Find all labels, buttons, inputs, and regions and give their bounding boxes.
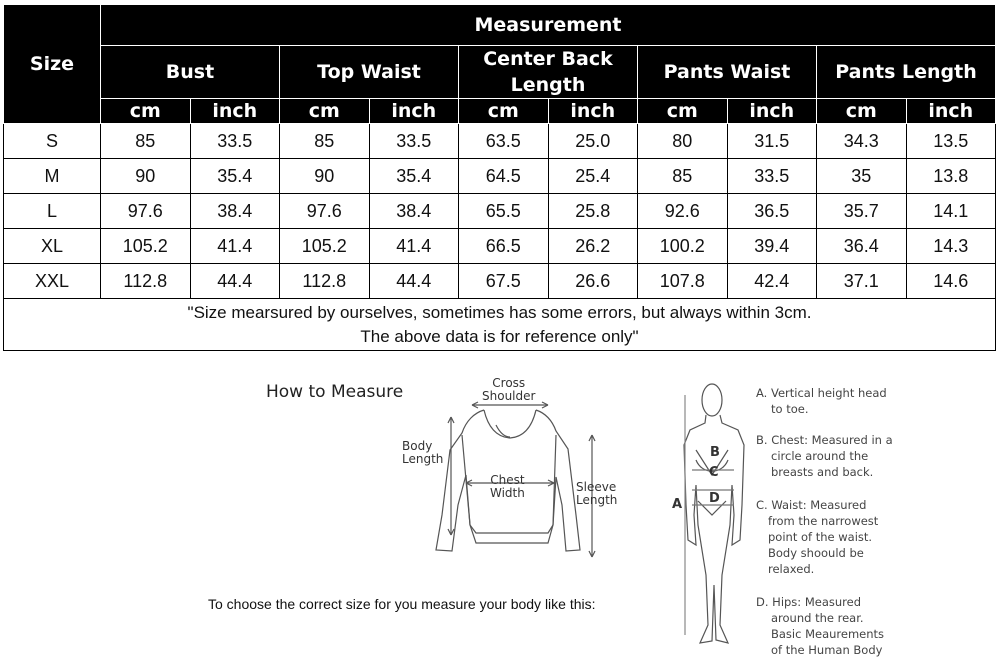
- measurement-cell: 35.7: [817, 194, 907, 229]
- unit-cm-header: cm: [459, 99, 549, 124]
- measurement-cell: 13.5: [906, 124, 996, 159]
- measurement-cell: 25.4: [548, 159, 638, 194]
- unit-inch-header: inch: [369, 99, 459, 124]
- measurement-cell: 41.4: [369, 229, 459, 264]
- unit-inch-header: inch: [190, 99, 280, 124]
- size-header: Size: [4, 5, 101, 124]
- note-line-1: "Size mearsured by ourselves, sometimes has some errors, but always within 3cm.: [187, 302, 812, 322]
- measurement-cell: 25.0: [548, 124, 638, 159]
- unit-cm-header: cm: [280, 99, 370, 124]
- measurement-cell: 13.8: [906, 159, 996, 194]
- measurement-cell: 25.8: [548, 194, 638, 229]
- measurement-cell: 36.5: [727, 194, 817, 229]
- measurement-cell: 35.4: [190, 159, 280, 194]
- measurement-cell: 38.4: [190, 194, 280, 229]
- measurement-cell: 85: [101, 124, 191, 159]
- note-b: B. Chest: Measured in a circle around the breasts and back.: [756, 433, 893, 479]
- measurement-cell: 33.5: [369, 124, 459, 159]
- measurement-cell: 67.5: [459, 264, 549, 299]
- measurement-cell: 105.2: [101, 229, 191, 264]
- measurement-cell: 97.6: [280, 194, 370, 229]
- table-row: [4, 229, 996, 264]
- size-cell: S: [4, 124, 101, 159]
- measurement-cell: 65.5: [459, 194, 549, 229]
- measurement-cell: 44.4: [190, 264, 280, 299]
- pants-waist-header: Pants Waist: [638, 46, 817, 99]
- unit-cm-header: cm: [638, 99, 728, 124]
- measurement-cell: 97.6: [101, 194, 191, 229]
- chest-width-label: Chest Width: [490, 473, 525, 500]
- unit-cm-header: cm: [101, 99, 191, 124]
- measurement-cell: 14.6: [906, 264, 996, 299]
- table-note: [4, 299, 996, 351]
- instruction-text: To choose the correct size for you measure your body like this:: [208, 596, 596, 612]
- measurement-cell: 100.2: [638, 229, 728, 264]
- note-line-2: The above data is for reference only": [360, 326, 639, 346]
- measurement-cell: 42.4: [727, 264, 817, 299]
- measurement-cell: 41.4: [190, 229, 280, 264]
- measurement-cell: 31.5: [727, 124, 817, 159]
- measurement-cell: 112.8: [101, 264, 191, 299]
- measurement-cell: 34.3: [817, 124, 907, 159]
- measurement-cell: 14.3: [906, 229, 996, 264]
- measurement-cell: 38.4: [369, 194, 459, 229]
- size-cell: L: [4, 194, 101, 229]
- measurement-cell: 85: [638, 159, 728, 194]
- note-a: A. Vertical height head to toe.: [756, 386, 887, 416]
- mark-d: D: [709, 491, 720, 506]
- measurement-cell: 112.8: [280, 264, 370, 299]
- table-row: [4, 264, 996, 299]
- mark-b: B: [710, 445, 720, 460]
- guide-title: How to Measure: [266, 382, 404, 402]
- body-length-label: Body Length: [402, 439, 444, 466]
- measurement-cell: 107.8: [638, 264, 728, 299]
- size-cell: XL: [4, 229, 101, 264]
- measurement-cell: 66.5: [459, 229, 549, 264]
- measurement-cell: 64.5: [459, 159, 549, 194]
- measurement-cell: 33.5: [190, 124, 280, 159]
- measurement-cell: 37.1: [817, 264, 907, 299]
- top-waist-header: Top Waist: [280, 46, 459, 99]
- measurement-cell: 26.6: [548, 264, 638, 299]
- measurement-cell: 80: [638, 124, 728, 159]
- measurement-cell: 90: [280, 159, 370, 194]
- bust-header: Bust: [101, 46, 280, 99]
- pants-length-header: Pants Length: [817, 46, 996, 99]
- mark-a: A: [672, 497, 683, 512]
- table-row: [4, 194, 996, 229]
- measurement-cell: 85: [280, 124, 370, 159]
- note-c: C. Waist: Measured from the narrowest point of the waist. Body shoould be relaxed.: [756, 498, 879, 576]
- center-back-length-header: Center Back Length: [459, 46, 638, 99]
- size-chart-table: [3, 4, 996, 351]
- cross-shoulder-label: Cross Shoulder: [482, 376, 536, 403]
- measurement-cell: 35.4: [369, 159, 459, 194]
- unit-inch-header: inch: [906, 99, 996, 124]
- sleeve-length-label: Sleeve Length: [576, 480, 618, 507]
- measurement-cell: 92.6: [638, 194, 728, 229]
- unit-inch-header: inch: [727, 99, 817, 124]
- measurement-cell: 36.4: [817, 229, 907, 264]
- note-d: D. Hips: Measured around the rear. Basic Meaurements of the Human Body: [756, 595, 885, 657]
- measurement-cell: 14.1: [906, 194, 996, 229]
- table-row: [4, 159, 996, 194]
- measurement-cell: 90: [101, 159, 191, 194]
- measurement-cell: 44.4: [369, 264, 459, 299]
- measurement-cell: 33.5: [727, 159, 817, 194]
- unit-inch-header: inch: [548, 99, 638, 124]
- measurement-cell: 26.2: [548, 229, 638, 264]
- measurement-cell: 105.2: [280, 229, 370, 264]
- measurement-cell: 63.5: [459, 124, 549, 159]
- measurement-cell: 39.4: [727, 229, 817, 264]
- unit-cm-header: cm: [817, 99, 907, 124]
- measurement-header: Measurement: [101, 5, 996, 46]
- size-cell: M: [4, 159, 101, 194]
- size-cell: XXL: [4, 264, 101, 299]
- measurement-cell: 35: [817, 159, 907, 194]
- how-to-measure-guide: [0, 365, 998, 663]
- table-row: [4, 124, 996, 159]
- mark-c: C: [709, 465, 719, 480]
